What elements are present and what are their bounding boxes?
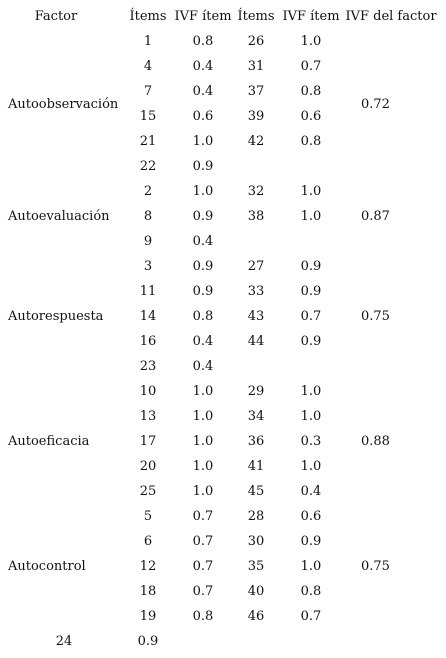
item-ivf: 0.9	[192, 159, 214, 174]
item-number: 32	[247, 184, 265, 199]
item-ivf: 0.9	[192, 259, 214, 274]
item-number: 5	[143, 509, 153, 524]
item-ivf: 0.7	[192, 559, 214, 574]
item-ivf: 1.0	[192, 134, 214, 149]
item-ivf: 0.7	[300, 59, 322, 74]
item-number: 21	[139, 134, 157, 149]
item-ivf: 0.8	[192, 34, 214, 49]
item-ivf: 0.6	[300, 509, 322, 524]
item-ivf: 0.4	[192, 84, 214, 99]
item-ivf: 1.0	[300, 459, 322, 474]
item-number: 4	[143, 59, 153, 74]
item-ivf: 0.7	[300, 609, 322, 624]
item-number: 46	[247, 609, 265, 624]
column-header: Factor	[34, 9, 78, 24]
item-ivf: 0.7	[300, 309, 322, 324]
item-ivf: 0.6	[192, 109, 214, 124]
item-number: 15	[139, 109, 157, 124]
item-ivf: 0.7	[192, 509, 214, 524]
column-header: IVF del factor	[345, 9, 437, 24]
factor-ivf: 0.72	[361, 96, 390, 112]
item-number: 6	[143, 534, 153, 549]
column-header: IVF ítem	[174, 9, 232, 24]
item-ivf: 1.0	[192, 184, 214, 199]
item-number: 38	[247, 209, 265, 224]
item-number: 27	[247, 259, 265, 274]
item-ivf: 0.8	[192, 309, 214, 324]
factor-name: Autoeficacia	[8, 434, 90, 449]
item-number: 28	[247, 509, 265, 524]
item-number: 10	[139, 384, 157, 399]
item-number: 1	[143, 34, 153, 49]
item-number: 31	[247, 59, 265, 74]
item-ivf: 0.3	[300, 434, 322, 449]
item-number: 33	[247, 284, 265, 299]
item-number: 29	[247, 384, 265, 399]
item-number: 35	[247, 559, 265, 574]
item-number: 2	[143, 184, 153, 199]
item-number: 36	[247, 434, 265, 449]
item-ivf: 0.8	[192, 609, 214, 624]
item-ivf: 1.0	[192, 459, 214, 474]
item-ivf: 1.0	[300, 209, 322, 224]
item-ivf: 0.4	[300, 484, 322, 499]
item-number: 13	[139, 409, 157, 424]
factor-name: Autocontrol	[8, 559, 86, 574]
item-number: 34	[247, 409, 265, 424]
item-number: 24	[55, 634, 73, 649]
item-ivf: 0.9	[192, 209, 214, 224]
factor-name: Autoobservación	[8, 96, 119, 112]
item-number: 26	[247, 34, 265, 49]
item-number: 39	[247, 109, 265, 124]
factor-name: Autoevaluación	[8, 209, 110, 224]
item-ivf: 0.4	[192, 234, 214, 249]
item-ivf: 0.8	[300, 584, 322, 599]
item-number: 22	[139, 159, 157, 174]
item-ivf: 0.9	[192, 284, 214, 299]
item-number: 8	[143, 209, 153, 224]
item-ivf: 0.4	[192, 334, 214, 349]
item-ivf: 0.7	[192, 534, 214, 549]
item-number: 45	[247, 484, 265, 499]
item-ivf: 0.9	[300, 534, 322, 549]
item-ivf: 1.0	[192, 409, 214, 424]
item-ivf: 0.7	[192, 584, 214, 599]
factor-ivf: 0.88	[361, 434, 390, 449]
item-number: 25	[139, 484, 157, 499]
item-number: 40	[247, 584, 265, 599]
item-number: 7	[143, 84, 153, 99]
column-header: Ítems	[129, 9, 167, 24]
item-number: 9	[143, 234, 153, 249]
item-number: 17	[139, 434, 157, 449]
item-number: 18	[139, 584, 157, 599]
item-ivf: 0.9	[300, 334, 322, 349]
factor-ivf: 0.75	[361, 309, 390, 324]
item-ivf: 1.0	[300, 184, 322, 199]
item-ivf: 0.4	[192, 59, 214, 74]
item-ivf: 0.8	[300, 134, 322, 149]
item-ivf: 0.9	[300, 284, 322, 299]
column-header: IVF ítem	[282, 9, 340, 24]
item-ivf: 1.0	[192, 484, 214, 499]
item-ivf: 0.9	[137, 634, 159, 649]
item-number: 37	[247, 84, 265, 99]
item-number: 11	[139, 284, 157, 299]
item-number: 30	[247, 534, 265, 549]
factor-ivf: 0.87	[361, 209, 390, 224]
factor-ivf: 0.75	[361, 559, 390, 574]
item-ivf: 1.0	[300, 384, 322, 399]
factor-name: Autorespuesta	[8, 309, 104, 324]
item-number: 16	[139, 334, 157, 349]
item-ivf: 0.8	[300, 84, 322, 99]
item-ivf: 0.6	[300, 109, 322, 124]
item-number: 20	[139, 459, 157, 474]
item-number: 23	[139, 359, 157, 374]
item-ivf: 0.9	[300, 259, 322, 274]
item-ivf: 1.0	[192, 384, 214, 399]
item-number: 19	[139, 609, 157, 624]
item-number: 41	[247, 459, 265, 474]
item-number: 3	[143, 259, 153, 274]
item-number: 42	[247, 134, 265, 149]
item-number: 44	[247, 334, 265, 349]
item-number: 12	[139, 559, 157, 574]
item-ivf: 1.0	[300, 559, 322, 574]
column-header: Ítems	[237, 9, 275, 24]
item-number: 14	[139, 309, 157, 324]
item-ivf: 1.0	[300, 34, 322, 49]
item-ivf: 1.0	[192, 434, 214, 449]
item-number: 43	[247, 309, 265, 324]
item-ivf: 1.0	[300, 409, 322, 424]
item-ivf: 0.4	[192, 359, 214, 374]
